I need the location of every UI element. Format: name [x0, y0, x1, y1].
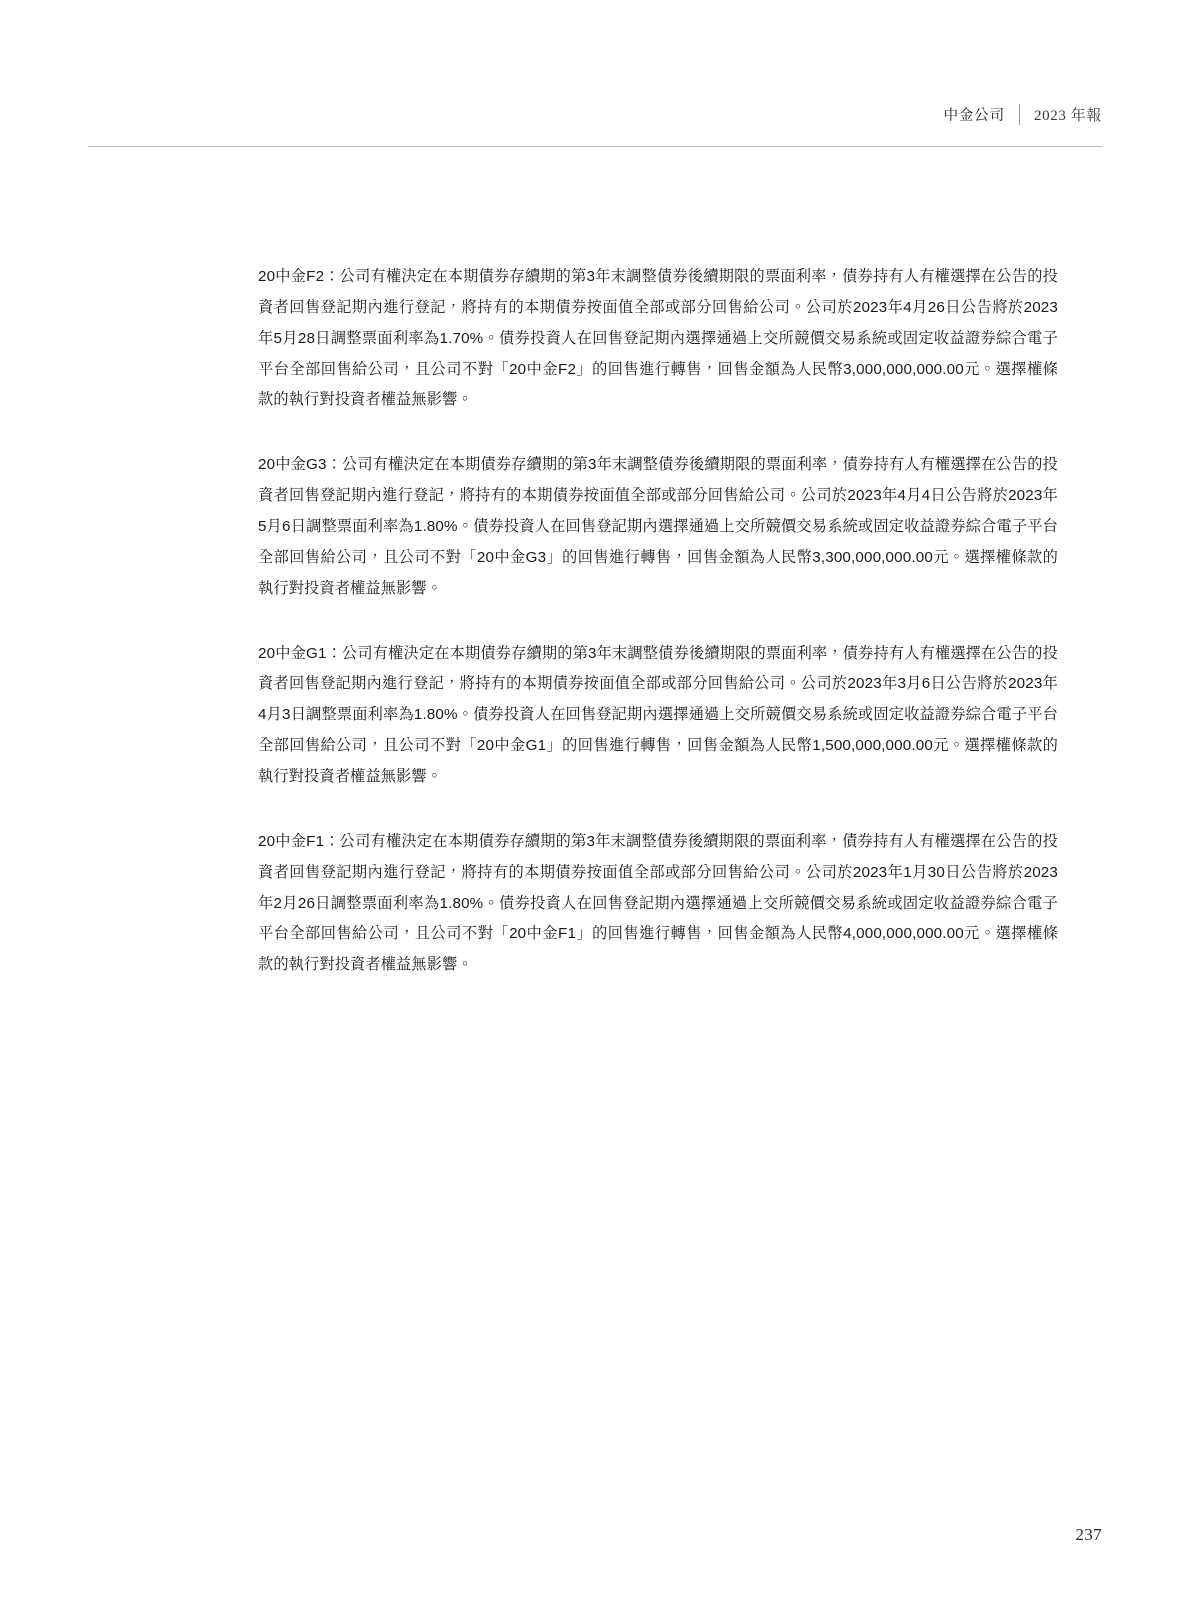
paragraph-bond-20cicc-g3: 20中金G3：公司有權決定在本期債券存續期的第3年末調整債券後續期限的票面利率，債券持有人有權選擇在公告的投資者回售登記期內進行登記，將持有的本期債券按面值全部或部分回售給公司。公司於2023年4月4日公告將於2023年5月6日調整票面利率為1.80%。債券投資人在回售登記期內選擇通過上交所競價交易系統或固定收益證券綜合電子平台全部回售給公司，且公司不對「20中金G3」的回售進行轉售，回售金額為人民幣3,300,000,000.00元。選擇權條款的執行對投資者權益無影響。	[258, 456, 1058, 597]
paragraph-bond-20cicc-f1: 20中金F1：公司有權決定在本期債券存續期的第3年末調整債券後續期限的票面利率，債券持有人有權選擇在公告的投資者回售登記期內進行登記，將持有的本期債券按面值全部或部分回售給公司。公司於2023年1月30日公告將於2023年2月26日調整票面利率為1.80%。債券投資人在回售登記期內選擇通過上交所競價交易系統或固定收益證券綜合電子平台全部回售給公司，且公司不對「20中金F1」的回售進行轉售，回售金額為人民幣4,000,000,000.00元。選擇權條款的執行對投資者權益無影響。	[258, 832, 1058, 974]
header-report-title: 2023 年報	[1034, 108, 1102, 124]
header-company-name: 中金公司	[943, 108, 1006, 124]
running-header	[88, 104, 1102, 148]
paragraph-bond-20cicc-f2: 20中金F2：公司有權決定在本期債券存續期的第3年末調整債券後續期限的票面利率，債券持有人有權選擇在公告的投資者回售登記期內進行登記，將持有的本期債券按面值全部或部分回售給公司。公司於2023年4月26日公告將於2023年5月28日調整票面利率為1.70%。債券投資人在回售登記期內選擇通過上交所競價交易系統或固定收益證券綜合電子平台全部回售給公司，且公司不對「20中金F2」的回售進行轉售，回售金額為人民幣3,000,000,000.00元。選擇權條款的執行對投資者權益無影響。	[258, 268, 1058, 409]
body-content	[258, 262, 1058, 981]
header-rule	[88, 146, 1102, 147]
page-number: 237	[1075, 1525, 1102, 1544]
paragraph-bond-20cicc-g1: 20中金G1：公司有權決定在本期債券存續期的第3年末調整債券後續期限的票面利率，債券持有人有權選擇在公告的投資者回售登記期內進行登記，將持有的本期債券按面值全部或部分回售給公司。公司於2023年3月6日公告將於2023年4月3日調整票面利率為1.80%。債券投資人在回售登記期內選擇通過上交所競價交易系統或固定收益證券綜合電子平台全部回售給公司，且公司不對「20中金G1」的回售進行轉售，回售金額為人民幣1,500,000,000.00元。選擇權條款的執行對投資者權益無影響。	[258, 644, 1058, 786]
running-header-inner	[944, 104, 1102, 139]
